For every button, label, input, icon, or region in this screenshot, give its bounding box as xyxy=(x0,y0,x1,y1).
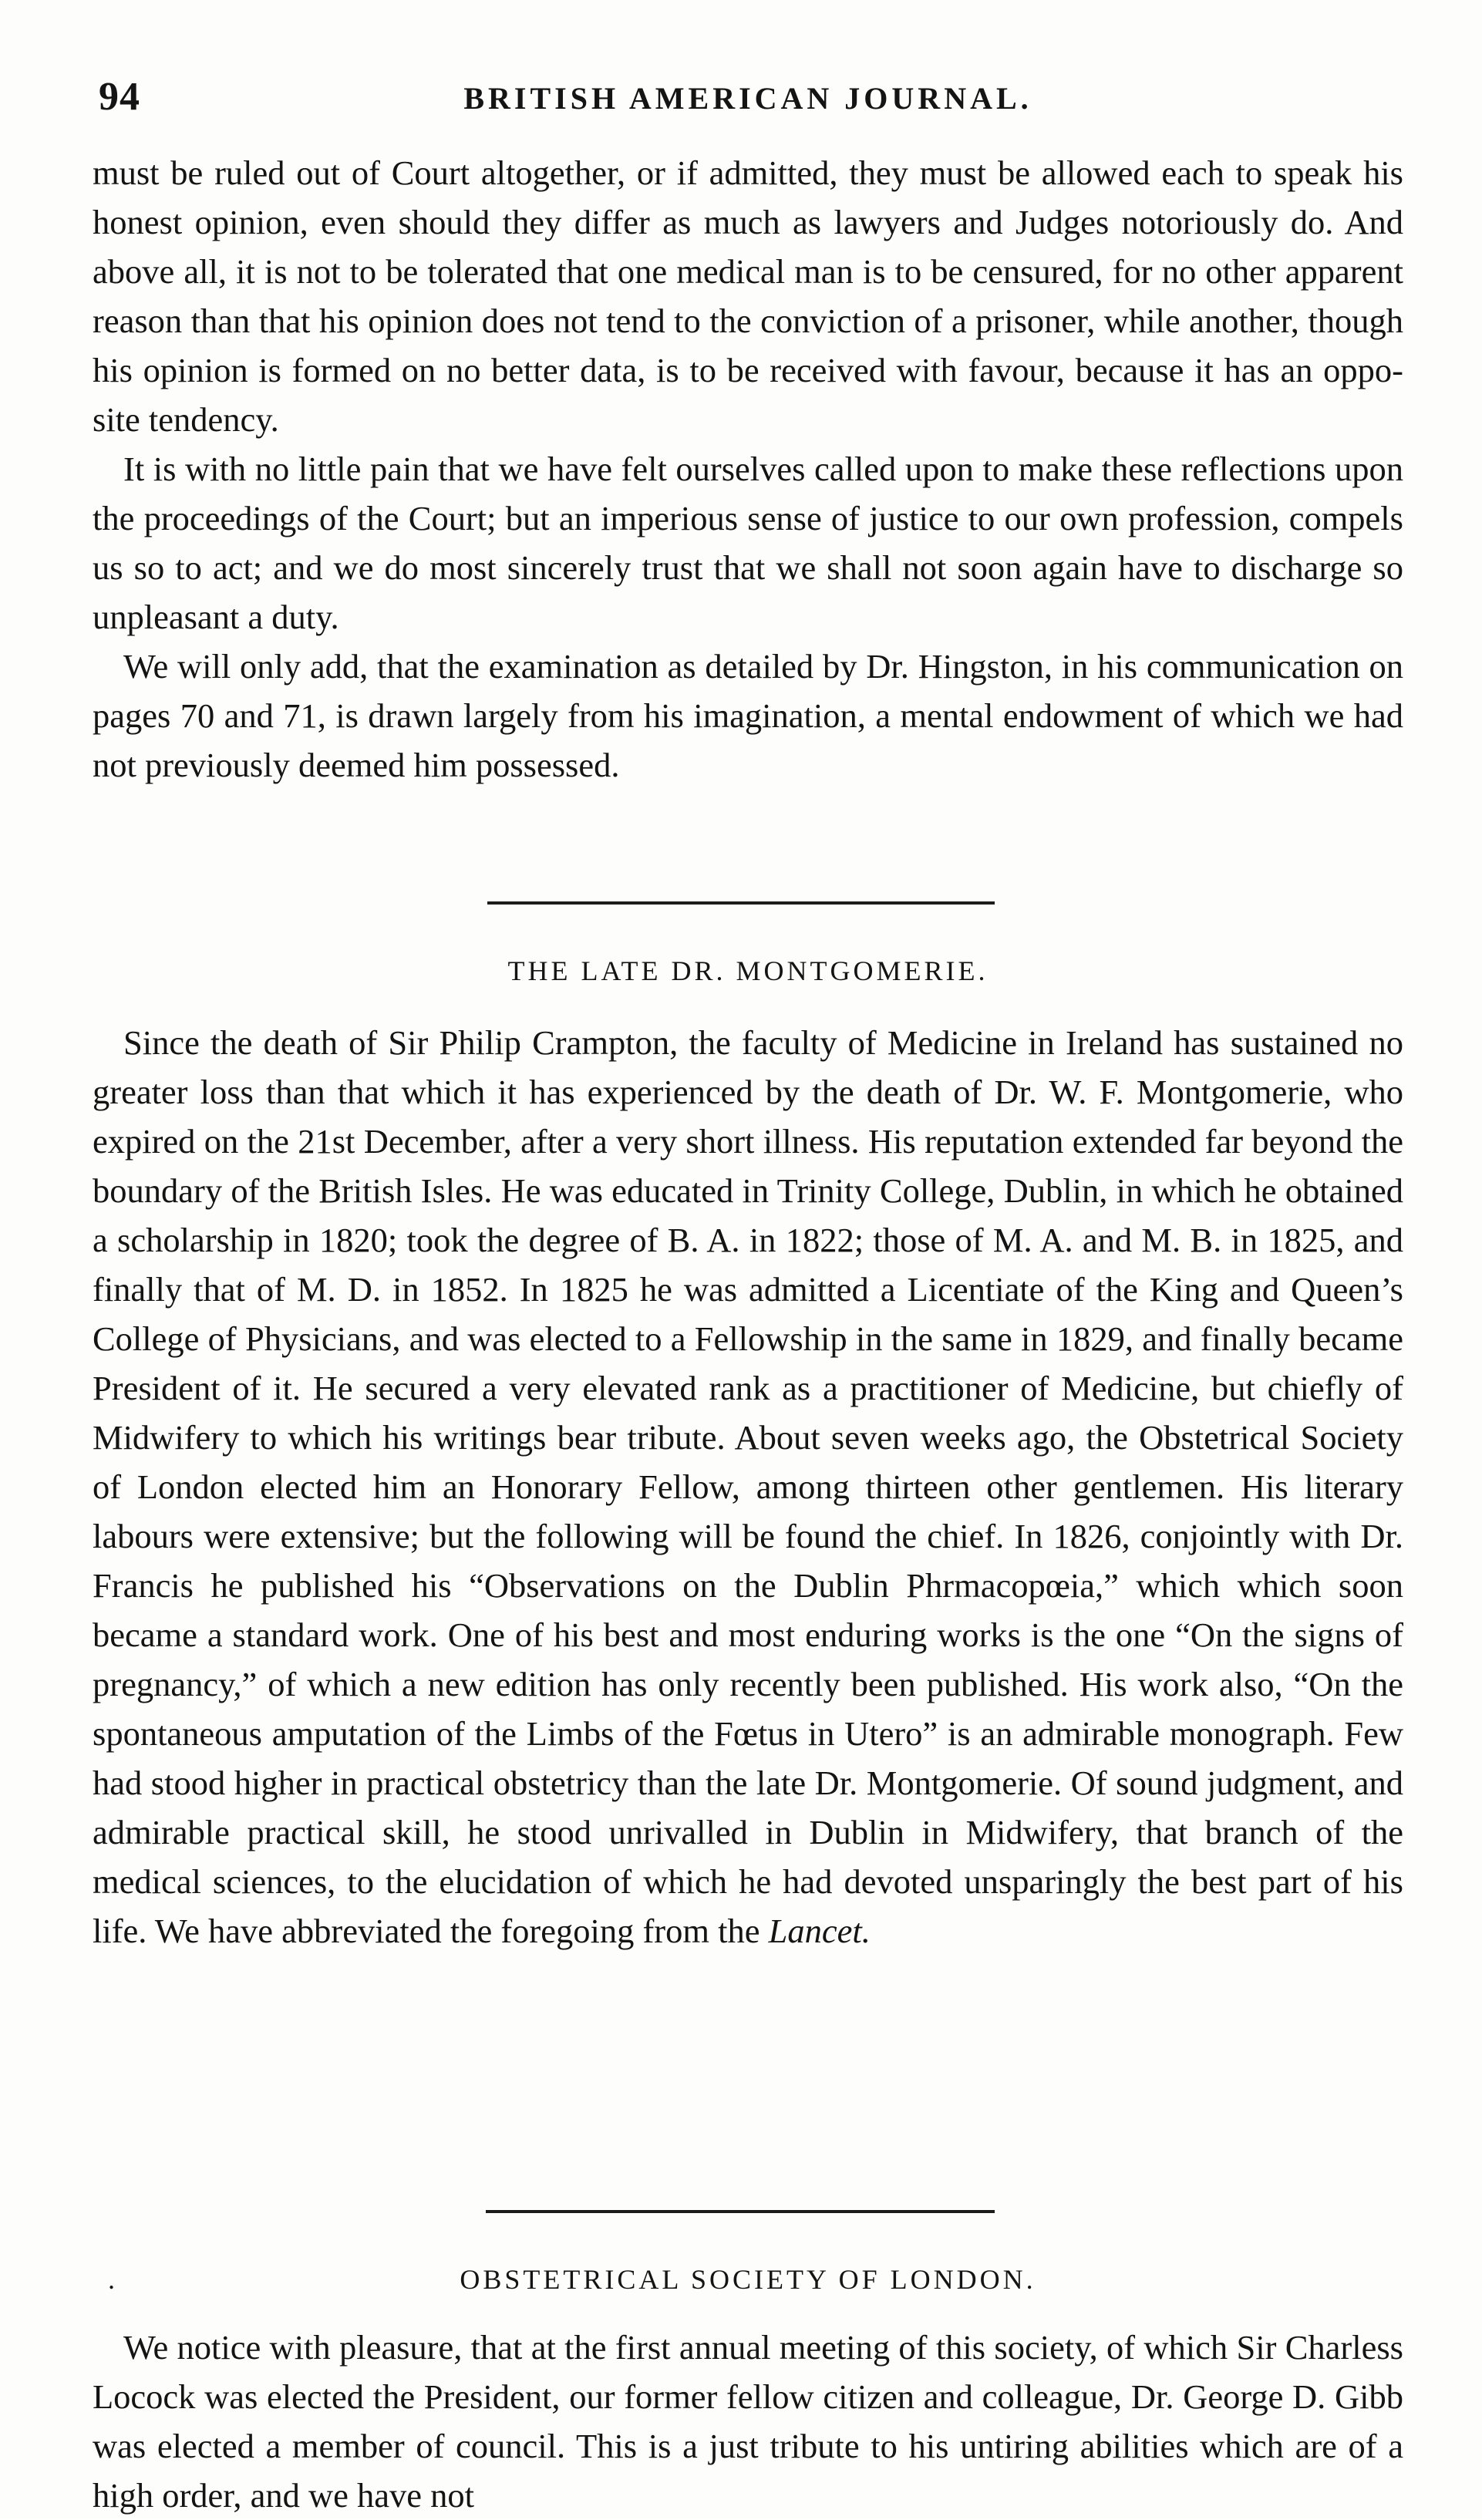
section-divider xyxy=(486,2210,995,2213)
montgomerie-body: Since the death of Sir Philip Crampton, the faculty of Medicine in Ireland has sustained no greater loss than that which it has experienced by the death of Dr. W. F. Montgomerie, who expired on the 21st December, after a very short illness. His reputation extended far beyond the boundary of the British Isles. He was educated in Trinity College, Dublin, in which he obtained a scholarship in 1820; took the degree of B. A. in 1822; those of M. A. and M. B. in 1825, and finally that of M. D. in 1852. In 1825 he was admitted a Licentiate of the King and Queen’s College of Physicians, and was elected to a Fellowship in the same in 1829, and finally became President of it. He secured a very elevated rank as a practitioner of Medicine, but chiefly of Midwifery to which his writings bear tribute. About seven weeks ago, the Obstetrical Society of London elected him an Honorary Fellow, among thirteen other gentlemen. His literary labours were extensive; but the following will be found the chief. In 1826, conjointly with Dr. Francis he published his “Observations on the Dublin Phrmacopœia,” which which soon became a standard work. One of his best and most enduring works is the one “On the signs of pregnancy,” of which a new edition has only recently been published. His work also, “On the spontaneous amputation of the Limbs of the Fœtus in Utero” is an admirable monograph. Few had stood higher in practical obstetricy than the late Dr. Montgomerie. Of sound judgment, and admirable practical skill, he stood unrivalled in Dublin in Midwifery, that branch of the medical sciences, to the elucidation of which he had devoted unsparingly the best part of his life. We have abbreviated the foregoing from the xyxy=(93,1023,1403,1950)
section-header-obstetrical xyxy=(93,2263,1403,2296)
obstetrical-article xyxy=(93,2323,1403,2520)
margin-mark: . xyxy=(108,2264,118,2295)
opening-paragraph: It is with no little pain that we have felt ourselves called upon to make these reflections upon the proceedings of the Court; but an imperious sense of justice to our own profession, compels us so to act; and we do most sincerely trust that we shall not soon again have to discharge so unpleasant a duty. xyxy=(93,450,1403,636)
montgomerie-article xyxy=(93,1018,1403,1956)
montgomerie-paragraph xyxy=(93,1018,1403,1956)
obstetrical-paragraph: We notice with pleasure, that at the first annual meeting of this society, of which Sir Charless Locock was elected the President, our former fellow citizen and colleague, Dr. George D. Gibb was elected a member of council. This is a just tribute to his untiring abilities which are of a high order, and we have not xyxy=(93,2328,1403,2515)
page-header xyxy=(93,74,1403,128)
opening-paragraph: We will only add, that the examination as detailed by Dr. Hingston, in his communication on pages 70 and 71, is drawn largely from his imagination, a mental endowment of which we had not previously deemed him possessed. xyxy=(93,647,1403,784)
opening-paragraph: must be ruled out of Court altogether, or if admitted, they must be allowed each to speak his honest opinion, even should they differ as much as lawyers and Judges notoriously do. And above all, it is not to be tolerated that one medical man is to be censured, for no other apparent reason than that his opinion does not tend to the conviction of a prisoner, while another, though his opinion is formed on no better data, is to be received with favour, because it has an opposite tendency. xyxy=(93,153,1403,439)
running-head: BRITISH AMERICAN JOURNAL. xyxy=(463,81,1032,116)
section-title-obstetrical: OBSTETRICAL SOCIETY OF LONDON. xyxy=(460,2264,1036,2295)
source-citation: Lancet. xyxy=(768,1912,871,1950)
section-divider xyxy=(487,901,995,905)
opening-article xyxy=(93,148,1403,790)
section-title-montgomerie: THE LATE DR. MONTGOMERIE. xyxy=(507,955,989,986)
page-number: 94 xyxy=(99,75,140,119)
